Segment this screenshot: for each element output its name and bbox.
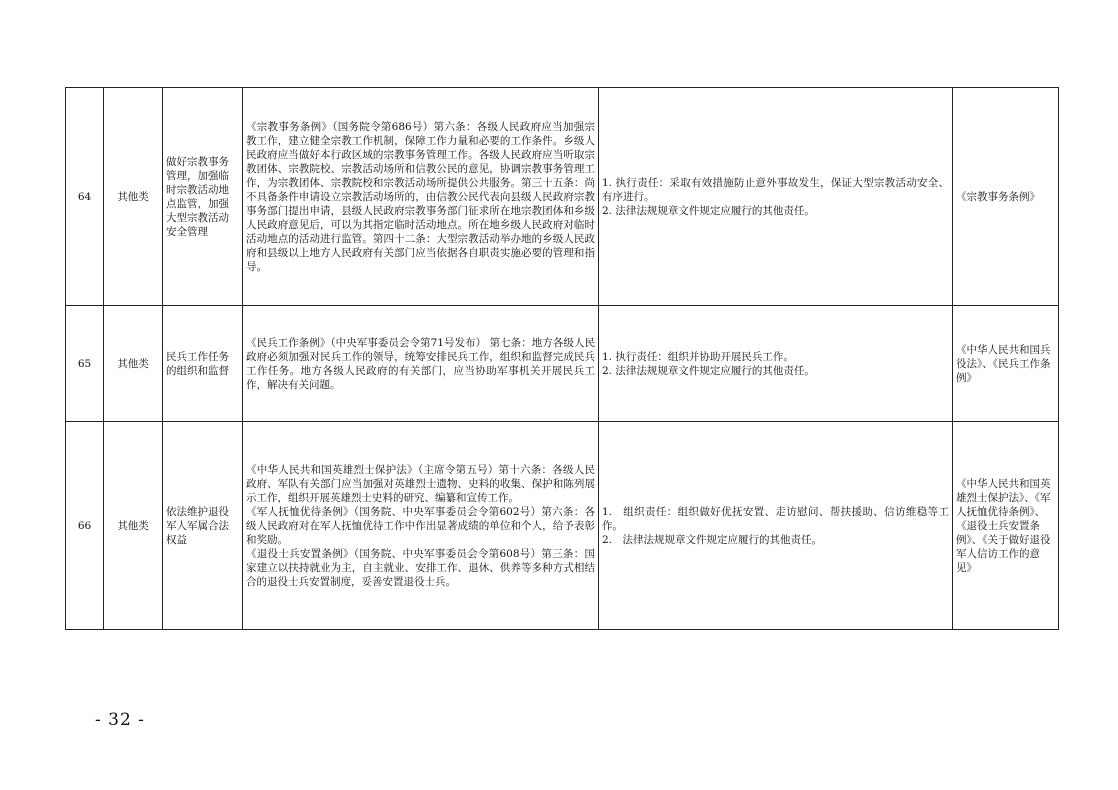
row-number: 65 bbox=[66, 306, 104, 422]
row-category: 其他类 bbox=[104, 306, 163, 422]
row-number: 64 bbox=[66, 88, 104, 306]
responsibility-line: 1. 组织责任：组织做好优抚安置、走访慰问、帮扶援助、信访维稳等工作。 bbox=[602, 505, 949, 532]
basis-paragraph: 《宗教事务条例》（国务院令第686号）第六条：各级人民政府应当加强宗教工作，建立健全宗教工作机制，保障工作力量和必要的工作条件。乡级人民政府应当做好本行政区域的宗教事务管理工作。各级人民政府应当听取宗教团体、宗教院校、宗教活动场所和信教公民的意见，协调宗教事务管理工作，为宗教团体、宗教院校和宗教活动场所提供公共服务。第三十五条：尚不具备条件申请设立宗教活动场所的，由信教公民代表向县级人民政府宗教事务部门提出申请，县级人民政府宗教事务部门征求所在地宗教团体和乡级人民政府意见后，可以为其指定临时活动地点。所在地乡级人民政府对临时活动地点的活动进行监管。第四十二条：大型宗教活动举办地的乡级人民政府和县级以上地方人民政府有关部门应当依据各自职责实施必要的管理和指导。 bbox=[246, 120, 595, 273]
responsibility-line: 2. 法律法规规章文件规定应履行的其他责任。 bbox=[602, 533, 823, 546]
row-responsibilities bbox=[599, 422, 953, 630]
row-item: 做好宗教事务管理，加强临时宗教活动地点监管，加强大型宗教活动安全管理 bbox=[163, 88, 243, 306]
row-reference: 《中华人民共和国兵役法》、《民兵工作条例》 bbox=[953, 306, 1059, 422]
row-category: 其他类 bbox=[104, 422, 163, 630]
row-item: 依法维护退役军人军属合法权益 bbox=[163, 422, 243, 630]
row-responsibilities bbox=[599, 88, 953, 306]
table-row bbox=[66, 88, 1059, 306]
table-row bbox=[66, 422, 1059, 630]
duties-table bbox=[65, 87, 1059, 630]
basis-paragraph: 《民兵工作条例》（中央军事委员会令第71号发布） 第七条：地方各级人民政府必须加强对民兵工作的领导，统筹安排民兵工作，组织和监督完成民兵工作任务。地方各级人民政府的有关部门，应当协助军事机关开展民兵工作，解决有关问题。 bbox=[246, 336, 595, 391]
responsibility-line: 1. 执行责任：采取有效措施防止意外事故发生，保证大型宗教活动安全、有序进行。 bbox=[602, 176, 949, 203]
row-basis bbox=[243, 306, 599, 422]
basis-paragraph: 《军人抚恤优待条例》（国务院、中央军事委员会令第602号）第六条：各级人民政府对在军人抚恤优待工作中作出显著成绩的单位和个人，给予表彰和奖励。 bbox=[246, 505, 595, 546]
row-basis bbox=[243, 88, 599, 306]
responsibility-line: 2. 法律法规规章文件规定应履行的其他责任。 bbox=[602, 204, 815, 217]
basis-paragraph: 《退役士兵安置条例》（国务院、中央军事委员会令第608号）第三条：国家建立以扶持就业为主，自主就业、安排工作、退休、供养等多种方式相结合的退役士兵安置制度，妥善安置退役士兵。 bbox=[246, 547, 595, 588]
row-responsibilities bbox=[599, 306, 953, 422]
row-basis bbox=[243, 422, 599, 630]
page-number: - 32 - bbox=[95, 710, 145, 730]
row-reference: 《宗教事务条例》 bbox=[953, 88, 1059, 306]
basis-paragraph: 《中华人民共和国英雄烈士保护法》（主席令第五号）第十六条：各级人民政府、军队有关部门应当加强对英雄烈士遗物、史料的收集、保护和陈列展示工作，组织开展英雄烈士史料的研究、编纂和宣传工作。 bbox=[246, 463, 595, 504]
table-row bbox=[66, 306, 1059, 422]
row-reference: 《中华人民共和国英雄烈士保护法》、《军人抚恤优待条例》、《退役士兵安置条例》、《关于做好退役军人信访工作的意见》 bbox=[953, 422, 1059, 630]
row-number: 66 bbox=[66, 422, 104, 630]
row-item: 民兵工作任务的组织和监督 bbox=[163, 306, 243, 422]
row-category: 其他类 bbox=[104, 88, 163, 306]
responsibility-line: 2. 法律法规规章文件规定应履行的其他责任。 bbox=[602, 364, 815, 377]
responsibility-line: 1. 执行责任：组织并协助开展民兵工作。 bbox=[602, 350, 794, 363]
